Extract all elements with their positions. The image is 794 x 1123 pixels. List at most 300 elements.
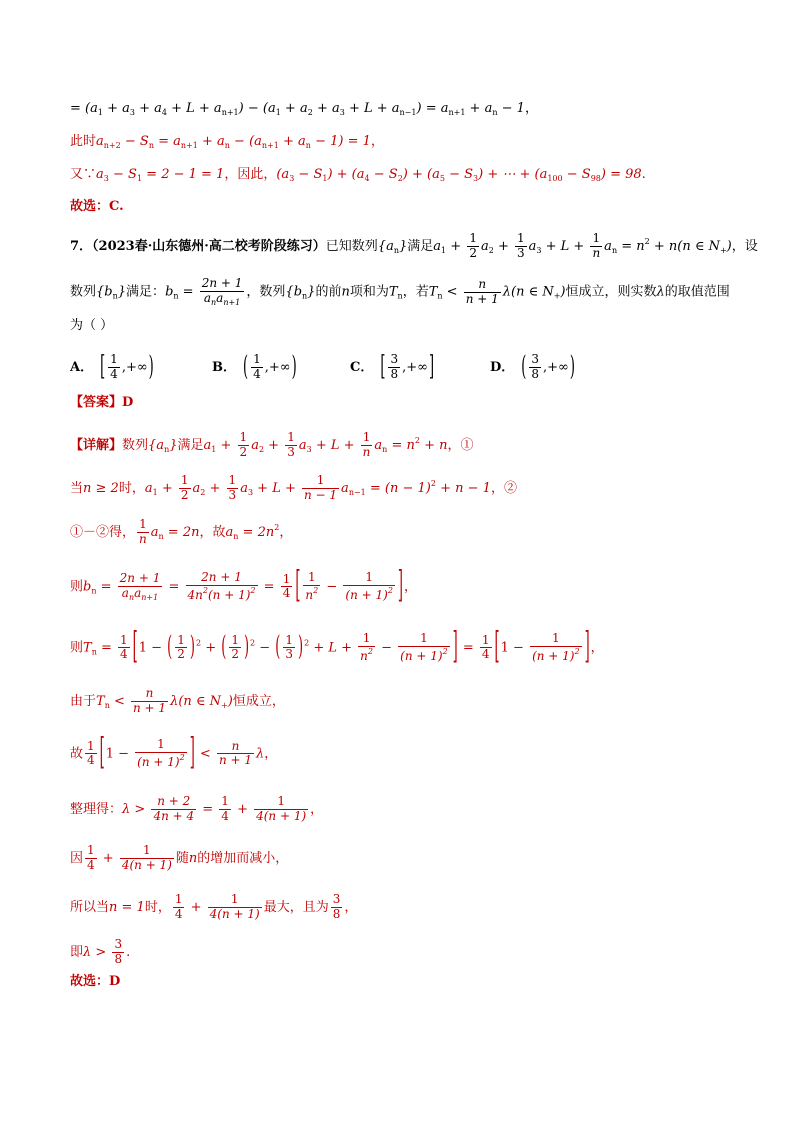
op: = bbox=[458, 640, 478, 656]
punct: ， bbox=[404, 579, 418, 595]
numerator: n + 2 bbox=[151, 795, 196, 810]
denominator: 8 bbox=[390, 366, 399, 381]
superscript: 2 bbox=[202, 585, 208, 595]
text: ， bbox=[279, 524, 293, 540]
subscript: + bbox=[719, 245, 727, 255]
op: − bbox=[322, 579, 342, 595]
text: 即 bbox=[70, 944, 84, 960]
text: ①－②得， bbox=[70, 524, 136, 540]
numerator: 1 bbox=[231, 632, 239, 647]
denominator bbox=[118, 587, 163, 602]
subscript: 1 bbox=[322, 174, 328, 183]
subscript: n bbox=[91, 647, 97, 657]
term: a bbox=[192, 480, 201, 496]
fraction bbox=[388, 353, 400, 382]
text: ，若 bbox=[402, 284, 429, 300]
term: ) = 98 bbox=[600, 167, 642, 182]
fraction bbox=[135, 738, 187, 770]
term: a bbox=[134, 585, 142, 600]
superscript: 2 bbox=[574, 646, 580, 656]
bracket: ] bbox=[397, 565, 403, 608]
fraction bbox=[529, 353, 541, 382]
subscript: n bbox=[233, 531, 239, 541]
superscript: 2 bbox=[387, 585, 393, 595]
term: − S bbox=[562, 167, 591, 182]
term: ) + (a bbox=[402, 167, 440, 182]
punct: ， bbox=[264, 746, 278, 762]
numerator: 1 bbox=[481, 632, 490, 647]
term: a bbox=[96, 134, 104, 149]
numerator: 1 bbox=[135, 738, 187, 753]
subscript: 1 bbox=[211, 444, 217, 454]
term: b bbox=[165, 284, 174, 300]
denominator: 4(n + 1) bbox=[121, 857, 172, 872]
term: ) bbox=[560, 284, 566, 300]
subscript: n bbox=[173, 291, 179, 301]
text: 的取值范围 bbox=[664, 284, 730, 300]
superscript: 2 bbox=[644, 236, 650, 246]
text: 恒成立， bbox=[232, 693, 285, 709]
denominator: 2 bbox=[469, 245, 477, 260]
text: ，设 bbox=[731, 238, 758, 254]
denominator: 8 bbox=[531, 366, 539, 381]
numerator: 1 bbox=[180, 473, 189, 487]
denominator: n + 1 bbox=[465, 291, 499, 306]
term: + a bbox=[102, 101, 130, 116]
numerator: 1 bbox=[285, 632, 294, 647]
op: < bbox=[109, 693, 130, 709]
denominator: 3 bbox=[285, 647, 294, 662]
numerator: 1 bbox=[208, 893, 262, 908]
fraction bbox=[120, 844, 174, 873]
denominator: n bbox=[362, 444, 371, 459]
punct: ， bbox=[524, 101, 538, 116]
term: (n ∈ N bbox=[178, 693, 222, 709]
denominator: 4(n + 1) bbox=[256, 808, 307, 823]
superscript: 2 bbox=[274, 522, 280, 532]
punct: ， bbox=[370, 134, 384, 149]
text: ，数列 bbox=[246, 284, 286, 300]
fraction bbox=[590, 232, 602, 261]
term: a bbox=[433, 238, 442, 254]
term: λ bbox=[122, 801, 131, 817]
superscript: 2 bbox=[195, 638, 202, 648]
term: n = 1 bbox=[109, 899, 145, 915]
fraction bbox=[302, 474, 339, 503]
subscript: n bbox=[611, 245, 618, 255]
op: = bbox=[96, 579, 116, 595]
detail-line-9 bbox=[70, 844, 288, 873]
final-answer: 故选：D bbox=[70, 974, 121, 989]
bracket: [ bbox=[380, 351, 386, 384]
term: a bbox=[374, 437, 383, 453]
denominator bbox=[135, 753, 187, 770]
bracket: ) bbox=[569, 351, 575, 384]
term: = 2n bbox=[238, 524, 275, 540]
option-d[interactable] bbox=[490, 353, 576, 382]
denominator: n + 1 bbox=[133, 700, 167, 715]
text: 的前 bbox=[315, 284, 342, 300]
numerator: 3 bbox=[531, 352, 539, 366]
term: a bbox=[121, 585, 129, 600]
term: a bbox=[216, 290, 224, 305]
fraction bbox=[217, 740, 254, 769]
numerator: 1 bbox=[110, 352, 118, 366]
subscript: 3 bbox=[103, 174, 109, 183]
detail-line-3 bbox=[70, 518, 292, 547]
term: ) + (a bbox=[327, 167, 365, 182]
text: 时， bbox=[144, 899, 171, 915]
subscript: 1 bbox=[136, 174, 143, 183]
op: + bbox=[216, 437, 236, 453]
numerator: 1 bbox=[253, 352, 261, 366]
subscript: 3 bbox=[306, 444, 312, 454]
op: − bbox=[376, 640, 397, 656]
subscript: n+1 bbox=[180, 141, 198, 150]
subscript: n bbox=[128, 592, 135, 602]
numerator: 1 bbox=[239, 430, 248, 444]
numerator: 1 bbox=[282, 571, 291, 586]
term: − S bbox=[294, 167, 323, 182]
fraction bbox=[515, 232, 527, 261]
denominator: 4 bbox=[87, 857, 95, 872]
text: 恒成立，则实数 bbox=[565, 284, 657, 300]
term: (a bbox=[85, 101, 98, 116]
fraction bbox=[229, 634, 241, 663]
detail-line-10 bbox=[70, 893, 357, 922]
fraction bbox=[361, 431, 373, 460]
text: 整理得： bbox=[70, 801, 123, 817]
text: ，因此， bbox=[224, 167, 277, 182]
option-b[interactable] bbox=[212, 353, 298, 382]
detail-line-1 bbox=[70, 431, 474, 460]
denominator: n bbox=[139, 531, 147, 546]
denominator bbox=[530, 647, 582, 664]
subscript: n bbox=[91, 586, 97, 596]
numerator: 3 bbox=[390, 352, 399, 366]
term: a bbox=[144, 480, 153, 496]
term: + L + bbox=[253, 480, 300, 496]
fraction bbox=[283, 634, 295, 663]
subscript: 1 bbox=[441, 245, 447, 255]
numerator: 1 bbox=[469, 231, 477, 245]
fraction bbox=[179, 474, 191, 503]
punct: ， bbox=[590, 640, 604, 656]
term: 1 − bbox=[138, 640, 167, 656]
detail-line-8 bbox=[70, 795, 323, 824]
text: 数列 bbox=[70, 284, 97, 300]
option-tail: ,+∞ bbox=[121, 359, 148, 375]
subscript: n bbox=[305, 141, 311, 150]
bracket: [ bbox=[100, 351, 106, 384]
op: = bbox=[198, 801, 218, 817]
option-label: C． bbox=[350, 359, 374, 375]
numerator: 1 bbox=[221, 794, 229, 808]
op: = bbox=[164, 579, 184, 595]
term: − 1) = 1 bbox=[310, 134, 371, 149]
bracket: ) bbox=[189, 632, 195, 664]
subscript: 3 bbox=[247, 487, 254, 497]
subscript: 3 bbox=[536, 245, 542, 255]
term: = n bbox=[387, 437, 415, 453]
text: 满足 bbox=[407, 238, 434, 254]
numerator: 1 bbox=[228, 473, 237, 487]
fraction bbox=[343, 571, 395, 603]
numerator: 2n + 1 bbox=[186, 571, 258, 586]
fraction bbox=[186, 571, 258, 603]
numerator: 1 bbox=[87, 843, 95, 857]
term: λ bbox=[83, 944, 92, 960]
term: (n + 1) bbox=[137, 754, 180, 769]
denominator: 3 bbox=[287, 444, 295, 459]
term: + L + a bbox=[166, 101, 222, 116]
prev-answer-line: 故选：C. bbox=[70, 199, 124, 214]
term: − (a bbox=[229, 134, 262, 149]
fraction bbox=[238, 431, 250, 460]
term: a bbox=[203, 290, 211, 305]
op: + bbox=[98, 850, 118, 866]
op: < bbox=[195, 746, 215, 762]
fraction bbox=[281, 573, 293, 602]
term: − 1 bbox=[497, 101, 525, 116]
subscript: n bbox=[148, 141, 154, 150]
option-tail: ,+∞ bbox=[264, 359, 291, 375]
fraction bbox=[131, 687, 168, 716]
op: = bbox=[259, 579, 279, 595]
term: − S bbox=[108, 167, 137, 182]
op: > bbox=[130, 801, 150, 817]
term: {b bbox=[96, 284, 113, 300]
text: 故 bbox=[70, 746, 84, 762]
fraction bbox=[464, 278, 501, 307]
option-label: A． bbox=[70, 359, 94, 375]
answer-tag: 【答案】D bbox=[70, 395, 134, 410]
subscript: 3 bbox=[339, 108, 345, 117]
term: − S bbox=[369, 167, 398, 182]
bracket: [ bbox=[494, 626, 500, 669]
term: − S bbox=[444, 167, 474, 182]
option-c[interactable] bbox=[350, 353, 435, 382]
fraction bbox=[303, 571, 320, 603]
term: n bbox=[341, 284, 350, 300]
subscript: + bbox=[221, 700, 228, 710]
text: 则 bbox=[70, 640, 84, 656]
term: a bbox=[96, 167, 104, 182]
denominator: 4 bbox=[110, 366, 118, 381]
term: ) bbox=[227, 693, 233, 709]
fraction bbox=[85, 740, 97, 769]
denominator: 4 bbox=[87, 753, 95, 768]
term: a bbox=[298, 437, 307, 453]
term: + L + bbox=[309, 640, 357, 656]
term: + a bbox=[197, 134, 225, 149]
term: + a bbox=[280, 101, 308, 116]
fraction bbox=[254, 795, 308, 824]
denominator bbox=[343, 586, 395, 603]
detail-line-4 bbox=[70, 565, 418, 608]
term: a bbox=[150, 524, 159, 540]
subscript: n−1 bbox=[348, 487, 366, 497]
op: + bbox=[232, 801, 253, 817]
term: λ bbox=[255, 746, 265, 762]
subscript: n bbox=[437, 291, 443, 301]
term: ) = a bbox=[416, 101, 449, 116]
op: = bbox=[178, 284, 198, 300]
subscript: n bbox=[302, 291, 308, 301]
op: = bbox=[96, 640, 117, 656]
term: ) + ⋯ + (a bbox=[478, 167, 548, 182]
subscript: n+1 bbox=[261, 141, 279, 150]
text: 又∵ bbox=[70, 167, 97, 182]
numerator: 1 bbox=[254, 795, 308, 810]
term: } bbox=[307, 284, 316, 300]
detail-line-6 bbox=[70, 687, 285, 716]
term: (n + 1) bbox=[208, 587, 251, 602]
option-label: D． bbox=[490, 359, 515, 375]
term: a bbox=[528, 238, 537, 254]
term: (n ∈ N bbox=[511, 284, 554, 300]
numerator: 1 bbox=[358, 632, 375, 647]
numerator: 1 bbox=[530, 632, 582, 647]
term: + L + bbox=[311, 437, 359, 453]
superscript: 2 bbox=[250, 585, 256, 595]
bracket: ] bbox=[452, 626, 458, 669]
question-source: （2023春·山东德州·高二校考阶段练习） bbox=[92, 238, 326, 254]
numerator: 1 bbox=[177, 632, 185, 647]
subscript: n bbox=[211, 297, 217, 307]
denominator bbox=[303, 586, 320, 603]
fraction bbox=[208, 893, 262, 922]
option-a[interactable] bbox=[70, 353, 155, 382]
numerator: 2n + 1 bbox=[201, 276, 243, 290]
fraction bbox=[118, 572, 163, 602]
text: 满足 bbox=[177, 437, 204, 453]
subscript: n bbox=[164, 444, 170, 454]
text: 时， bbox=[118, 480, 145, 496]
detail-line-11 bbox=[70, 938, 130, 967]
subscript: 1 bbox=[152, 487, 158, 497]
denominator: 2 bbox=[180, 487, 189, 502]
fraction bbox=[251, 353, 263, 382]
fraction bbox=[285, 431, 297, 460]
fraction bbox=[85, 844, 97, 873]
text: 项和为 bbox=[349, 284, 389, 300]
denominator: 3 bbox=[228, 487, 237, 502]
subscript: n+1 bbox=[223, 297, 241, 307]
bracket: ) bbox=[291, 351, 297, 384]
term: T bbox=[96, 693, 105, 709]
bracket: ( bbox=[243, 351, 249, 384]
subscript: n bbox=[104, 700, 110, 710]
text: 当 bbox=[70, 480, 84, 496]
subscript: 3 bbox=[289, 174, 295, 183]
superscript: 2 bbox=[179, 752, 185, 762]
term: + n − 1 bbox=[435, 480, 491, 496]
denominator bbox=[358, 647, 375, 664]
text: 则 bbox=[70, 579, 84, 595]
denominator: 4n + 4 bbox=[153, 808, 195, 823]
option-tail: ,+∞ bbox=[402, 359, 428, 375]
subscript: 100 bbox=[547, 174, 563, 183]
option-tail: ,+∞ bbox=[543, 359, 569, 375]
fraction bbox=[108, 353, 120, 382]
superscript: 2 bbox=[414, 435, 420, 445]
term: 1 − bbox=[500, 640, 529, 656]
fraction bbox=[358, 632, 375, 664]
subscript: n bbox=[397, 291, 403, 301]
detail-line-5 bbox=[70, 626, 604, 669]
term: + a bbox=[278, 134, 306, 149]
denominator: 2 bbox=[239, 444, 248, 459]
bracket: ) bbox=[243, 632, 250, 664]
subscript: 2 bbox=[488, 245, 494, 255]
term: = n bbox=[617, 238, 645, 254]
term: } bbox=[117, 284, 127, 300]
subscript: n bbox=[112, 291, 118, 301]
term: = (n − 1) bbox=[365, 480, 431, 496]
subscript: 4 bbox=[161, 108, 167, 117]
subscript: 2 bbox=[397, 174, 403, 183]
term: (a bbox=[276, 167, 290, 182]
subscript: 4 bbox=[364, 174, 370, 183]
bracket: ] bbox=[584, 626, 590, 669]
bracket: ( bbox=[521, 351, 527, 384]
punct: . bbox=[641, 167, 646, 182]
term: + a bbox=[312, 101, 340, 116]
subscript: n bbox=[393, 245, 399, 255]
superscript: 2 bbox=[313, 585, 319, 595]
term: a bbox=[251, 437, 259, 453]
bracket: ( bbox=[167, 632, 173, 664]
numerator: 1 bbox=[590, 232, 602, 247]
bracket: [ bbox=[99, 732, 105, 775]
subscript: n bbox=[492, 108, 498, 117]
fraction bbox=[200, 277, 245, 307]
numerator: n bbox=[217, 740, 254, 755]
eq-sign: = bbox=[70, 101, 86, 116]
term: {a bbox=[148, 437, 165, 453]
term: a bbox=[480, 238, 489, 254]
denominator: 4 bbox=[253, 366, 261, 381]
subscript: 2 bbox=[200, 487, 206, 497]
term: T bbox=[83, 640, 92, 656]
fraction bbox=[118, 634, 130, 663]
denominator: 8 bbox=[332, 906, 341, 921]
term: a bbox=[341, 480, 349, 496]
detail-tag: 【详解】 bbox=[70, 437, 123, 453]
punct: . bbox=[126, 944, 131, 960]
term: = 2n bbox=[163, 524, 200, 540]
subscript: + bbox=[553, 291, 561, 301]
subscript: n bbox=[224, 141, 230, 150]
numerator: 1 bbox=[120, 844, 174, 859]
text: 随 bbox=[175, 850, 189, 866]
subscript: 3 bbox=[473, 174, 479, 183]
superscript: 2 bbox=[250, 638, 256, 648]
text: 已知数列 bbox=[325, 238, 378, 254]
term: (n + 1) bbox=[400, 648, 443, 663]
term: T bbox=[428, 284, 438, 300]
term: ) bbox=[726, 238, 732, 254]
bracket: ] bbox=[189, 732, 195, 775]
term: λ bbox=[656, 284, 665, 300]
denominator: 2 bbox=[231, 647, 239, 662]
numerator: 1 bbox=[120, 632, 128, 647]
superscript: 2 bbox=[367, 646, 373, 656]
op: + bbox=[201, 640, 221, 656]
fraction bbox=[219, 795, 231, 824]
term: n bbox=[188, 850, 198, 866]
